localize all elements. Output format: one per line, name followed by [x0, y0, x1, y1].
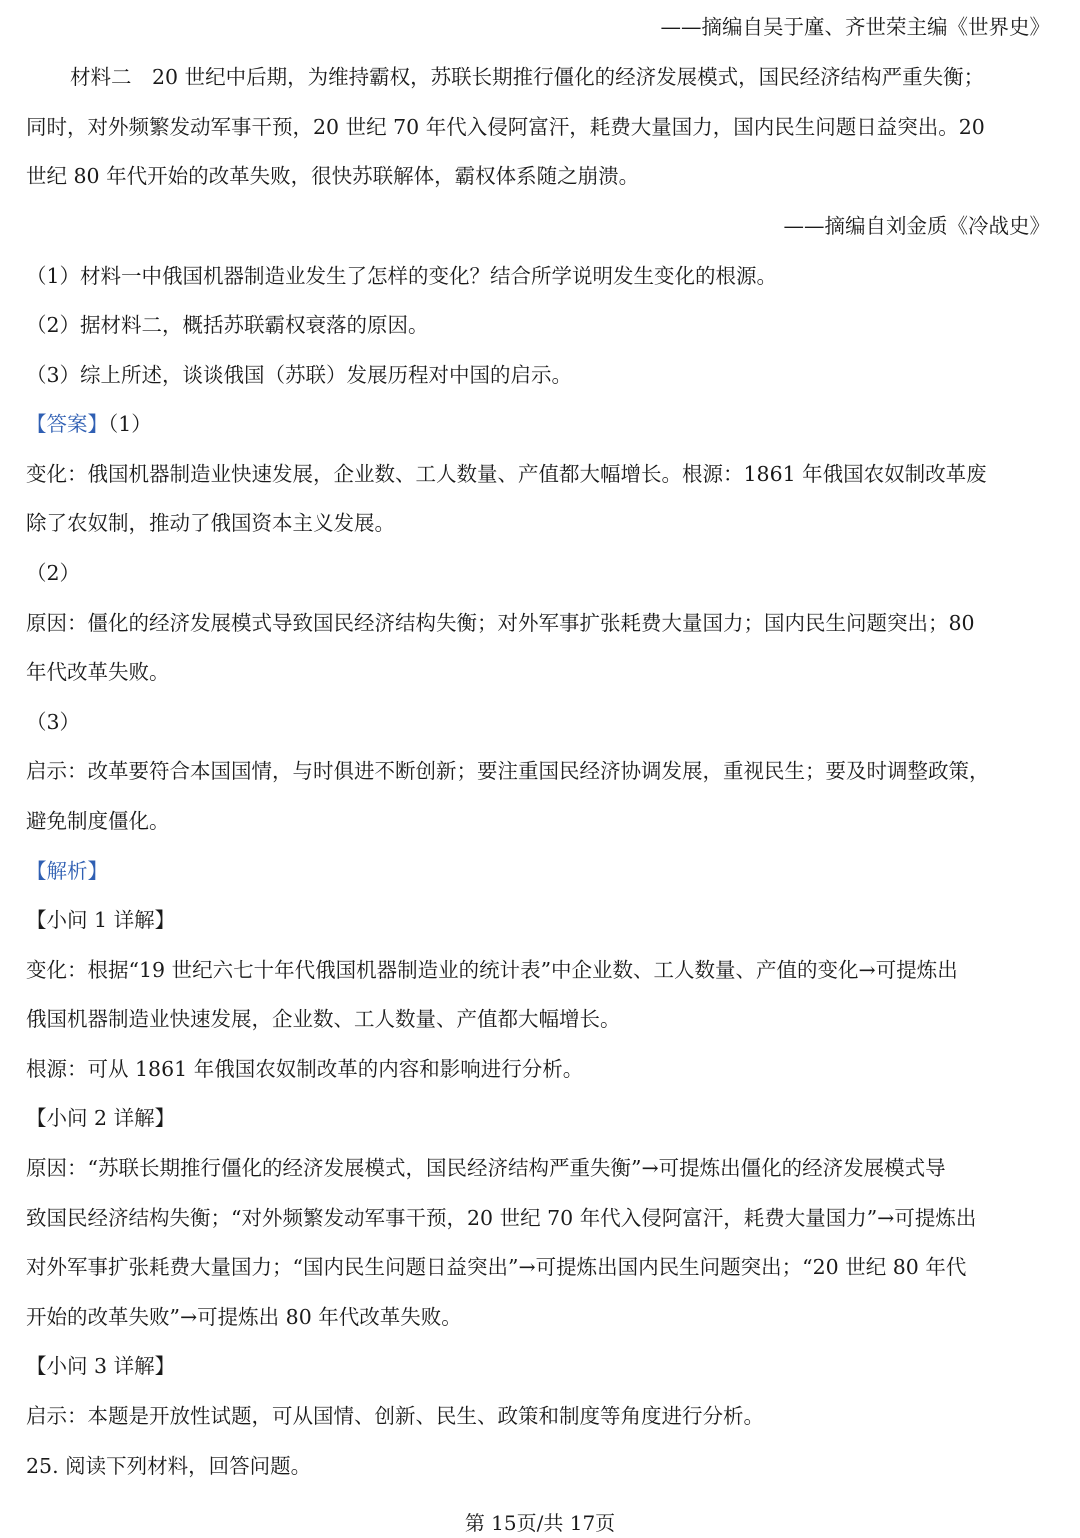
next-question-heading: 25. 阅读下列材料，回答问题。	[26, 1454, 312, 1478]
answer-3-line-1: 启示：改革要符合本国国情，与时俱进不断创新；要注重国民经济协调发展，重视民生；要及时调整政策，	[26, 759, 990, 783]
analysis-tag: 【解析】	[26, 859, 108, 883]
answer-header	[26, 409, 1056, 439]
sub-question-3-line-1: 启示：本题是开放性试题，可从国情、创新、民生、政策和制度等角度进行分析。	[26, 1404, 764, 1428]
answer-num-3: （3）	[26, 710, 81, 734]
question-3: （3）综上所述，谈谈俄国（苏联）发展历程对中国的启示。	[26, 363, 573, 387]
question-1: （1）材料一中俄国机器制造业发生了怎样的变化？结合所学说明发生变化的根源。	[26, 264, 778, 288]
sub-question-3-title: 【小问 3 详解】	[26, 1354, 176, 1378]
sub-question-2-line-3: 对外军事扩张耗费大量国力；“国内民生问题日益突出”→可提炼出国内民生问题突出；“20 世纪 80 年代	[26, 1255, 967, 1279]
question-2: （2）据材料二，概括苏联霸权衰落的原因。	[26, 313, 429, 337]
sub-question-2-line-1: 原因：“苏联长期推行僵化的经济发展模式，国民经济结构严重失衡”→可提炼出僵化的经济发展模式导	[26, 1156, 946, 1180]
material-2-line-3: 世纪 80 年代开始的改革失败，很快苏联解体，霸权体系随之崩溃。	[26, 164, 640, 188]
answer-2-line-2: 年代改革失败。	[26, 660, 170, 684]
page-footer: 第 15页/共 17页	[464, 1511, 616, 1535]
sub-question-1-line-2: 俄国机器制造业快速发展，企业数、工人数量、产值都大幅增长。	[26, 1007, 621, 1031]
answer-2-line-1: 原因：僵化的经济发展模式导致国民经济结构失衡；对外军事扩张耗费大量国力；国内民生问题突出；80	[26, 611, 975, 635]
sub-question-1-title: 【小问 1 详解】	[26, 908, 176, 932]
answer-num-1: （1）	[108, 412, 152, 436]
source-citation-2: ——摘编自刘金质《冷战史》	[783, 214, 1050, 238]
sub-question-2-line-4: 开始的改革失败”→可提炼出 80 年代改革失败。	[26, 1305, 462, 1329]
material-2-line-2: 同时，对外频繁发动军事干预，20 世纪 70 年代入侵阿富汗，耗费大量国力，国内民生问题日益突出。20	[26, 115, 985, 139]
sub-question-1-line-3: 根源：可从 1861 年俄国农奴制改革的内容和影响进行分析。	[26, 1057, 584, 1081]
answer-tag: 【答案】	[26, 412, 108, 436]
source-citation-1: ——摘编自吴于廑、齐世荣主编《世界史》	[660, 15, 1050, 39]
answer-3-line-2: 避免制度僵化。	[26, 809, 170, 833]
sub-question-2-title: 【小问 2 详解】	[26, 1106, 176, 1130]
material-2-line-1: 材料二 20 世纪中后期，为维持霸权，苏联长期推行僵化的经济发展模式，国民经济结构严重失衡；	[70, 65, 985, 89]
answer-1-line-1: 变化：俄国机器制造业快速发展，企业数、工人数量、产值都大幅增长。根源：1861 年俄国农奴制改革废	[26, 462, 987, 486]
answer-num-2: （2）	[26, 561, 81, 585]
sub-question-2-line-2: 致国民经济结构失衡；“对外频繁发动军事干预，20 世纪 70 年代入侵阿富汗，耗费大量国力”→可提炼出	[26, 1206, 977, 1230]
answer-1-line-2: 除了农奴制，推动了俄国资本主义发展。	[26, 511, 395, 535]
sub-question-1-line-1: 变化：根据“19 世纪六七十年代俄国机器制造业的统计表”中企业数、工人数量、产值的变化→可提炼出	[26, 958, 958, 982]
